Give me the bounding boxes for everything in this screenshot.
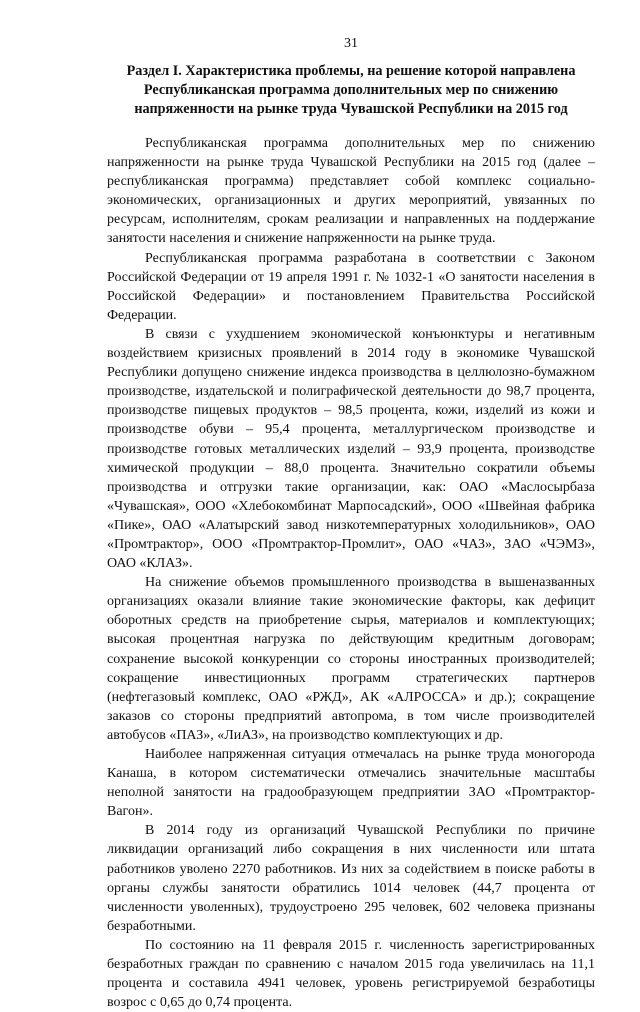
document-page xyxy=(107,36,595,1012)
section-title: Раздел I. Характеристика проблемы, на решение которой направлена Республиканская программа дополнительных мер по снижению напряженности на рынке труда Чувашской Республики на 2015 год xyxy=(126,63,576,117)
paragraph-kanash-situation: Наиболее напряженная ситуация отмечалась на рынке труда моногорода Канаша, в котором систематически отмечались значительные масштабы неполной занятости на градообразующем предприятии ЗАО «Промтрактор-Вагон». xyxy=(107,747,595,820)
paragraph-intro: Республиканская программа дополнительных мер по снижению напряженности на рынке труда Чувашской Республики на 2015 год (далее – республиканская программа) представляет собой комплекс социально-экономических, организационных и других мероприятий, увязанных по ресурсам, исполнителям, срокам реализации и направленных на поддержание занятости населения и снижение напряженности на рынке труда. xyxy=(107,136,595,247)
paragraph-economic-factors: На снижение объемов промышленного производства в вышеназванных организациях оказали влияние такие экономические факторы, как дефицит оборотных средств на приобретение сырья, материалов и комплектующих; высокая процентная нагрузка по действующим кредитным договорам; сохранение высокой конкуренции со стороны иностранных производителей; сокращение инвестиционных программ стратегических партнеров (нефтегазовый комплекс, ОАО «РЖД», АК «АЛРОССА» и др.); сокращение заказов со стороны предприятий автопрома, в том числе производителей автобусов «ПАЗ», «ЛиАЗ», на производство комплектующих и др. xyxy=(107,575,595,743)
paragraph-legal-basis: Республиканская программа разработана в соответствии с Законом Российской Федерации от 19 апреля 1991 г. № 1032-1 «О занятости населения в Российской Федерации» и постановлением Правительства Российской Федерации. xyxy=(107,250,595,323)
paragraph-production-decline: В связи с ухудшением экономической конъюнктуры и негативным воздействием кризисных проявлений в 2014 году в экономике Чувашской Республики допущено снижение индекса производства в целлюлозно-бумажном производстве, издательской и полиграфической деятельности до 98,7 процента, производстве пищевых продуктов – 98,5 процента, кожи, изделий из кожи и производстве обуви – 95,4 процента, металлургическом производстве и производстве готовых металлических изделий – 93,9 процента, производстве химической продукции – 88,0 процента. Значительно сократили объемы производства и отгрузки такие организации, как: ОАО «Маслосырбаза «Чувашская», ООО «Хлебокомбинат Марпосадский», ООО «Швейная фабрика «Пике», ОАО «Алатырский завод низкотемпературных холодильников», ОАО «Промтрактор», ООО «Промтрактор-Промлит», ОАО «ЧАЗ», ЗАО «ЧЭМЗ», ОАО «КЛАЗ». xyxy=(107,326,595,572)
paragraph-layoffs-2014: В 2014 году из организаций Чувашской Республики по причине ликвидации организаций либо сокращения в них численности или штата работников уволено 2270 работников. Из них за содействием в поиске работы в органы службы занятости обратились 1014 человек (44,7 процента от численности уволенных), трудоустроено 295 человек, 602 человека признаны безработными. xyxy=(107,823,595,934)
page-number: 31 xyxy=(344,36,358,51)
paragraph-unemployment-2015: По состоянию на 11 февраля 2015 г. численность зарегистрированных безработных граждан по сравнению с началом 2015 года увеличилась на 11,1 процента и составила 4941 человек, уровень регистрируемой безработицы возрос с 0,65 до 0,74 процента. xyxy=(107,937,595,1011)
